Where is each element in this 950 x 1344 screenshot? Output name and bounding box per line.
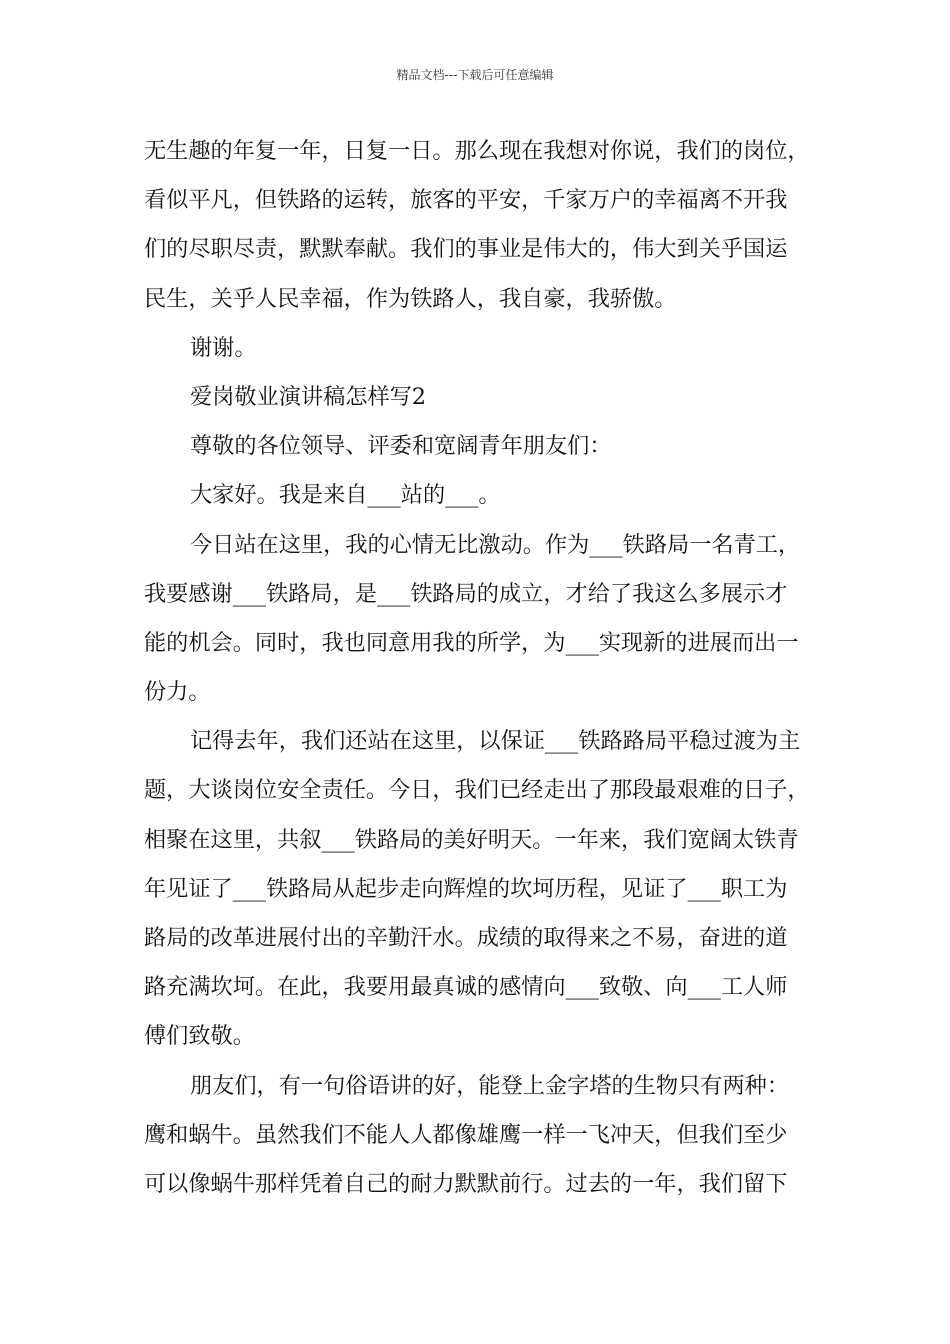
text-line: 今日站在这里，我的心情无比激动。作为___铁路局一名青工， xyxy=(190,531,801,558)
text-line: 尊敬的各位领导、评委和宽阔青年朋友们： xyxy=(190,433,612,460)
text-line: 路充满坎坷。在此，我要用最真诚的感情向___致敬、向___工人师 xyxy=(144,974,788,1001)
page-header: 精品文档---下载后可任意编辑 xyxy=(396,68,554,82)
text-line: 我要感谢___铁路局，是___铁路局的成立，才给了我这么多展示才 xyxy=(144,580,788,607)
text-line: 无生趣的年复一年，日复一日。那么现在我想对你说，我们的岗位， xyxy=(144,138,810,164)
text-line: 傅们致敬。 xyxy=(144,1023,255,1050)
text-line: 鹰和蜗牛。虽然我们不能人人都像雄鹰一样一飞冲天，但我们至少 xyxy=(144,1121,788,1148)
text-line: 大家好。我是来自___站的___。 xyxy=(190,482,501,509)
text-line: 记得去年，我们还站在这里，以保证___铁路路局平稳过渡为主 xyxy=(190,728,801,755)
text-line: 题，大谈岗位安全责任。今日，我们已经走出了那段最艰难的日子， xyxy=(144,777,810,804)
text-line: 民生，关乎人民幸福，作为铁路人，我自豪，我骄傲。 xyxy=(144,285,677,312)
text-line: 看似平凡，但铁路的运转，旅客的平安，千家万户的幸福离不开我 xyxy=(144,187,788,214)
text-line: 份力。 xyxy=(144,679,211,706)
text-line: 谢谢。 xyxy=(190,334,257,361)
document-body xyxy=(144,127,816,1209)
text-line: 们的尽职尽责，默默奉献。我们的事业是伟大的，伟大到关乎国运 xyxy=(144,236,788,263)
text-line: 年见证了___铁路局从起步走向辉煌的坎坷历程，见证了___职工为 xyxy=(144,875,788,902)
section-heading: 爱岗敬业演讲稿怎样写2 xyxy=(190,383,426,410)
text-line: 能的机会。同时，我也同意用我的所学，为___实现新的进展而出一 xyxy=(144,629,799,656)
text-line: 可以像蜗牛那样凭着自己的耐力默默前行。过去的一年，我们留下 xyxy=(144,1170,788,1197)
text-line: 朋友们，有一句俗语讲的好，能登上金字塔的生物只有两种： xyxy=(190,1072,790,1099)
text-line: 相聚在这里，共叙___铁路局的美好明天。一年来，我们宽阔太铁青 xyxy=(144,826,799,853)
text-line: 路局的改革进展付出的辛勤汗水。成绩的取得来之不易，奋进的道 xyxy=(144,925,788,951)
